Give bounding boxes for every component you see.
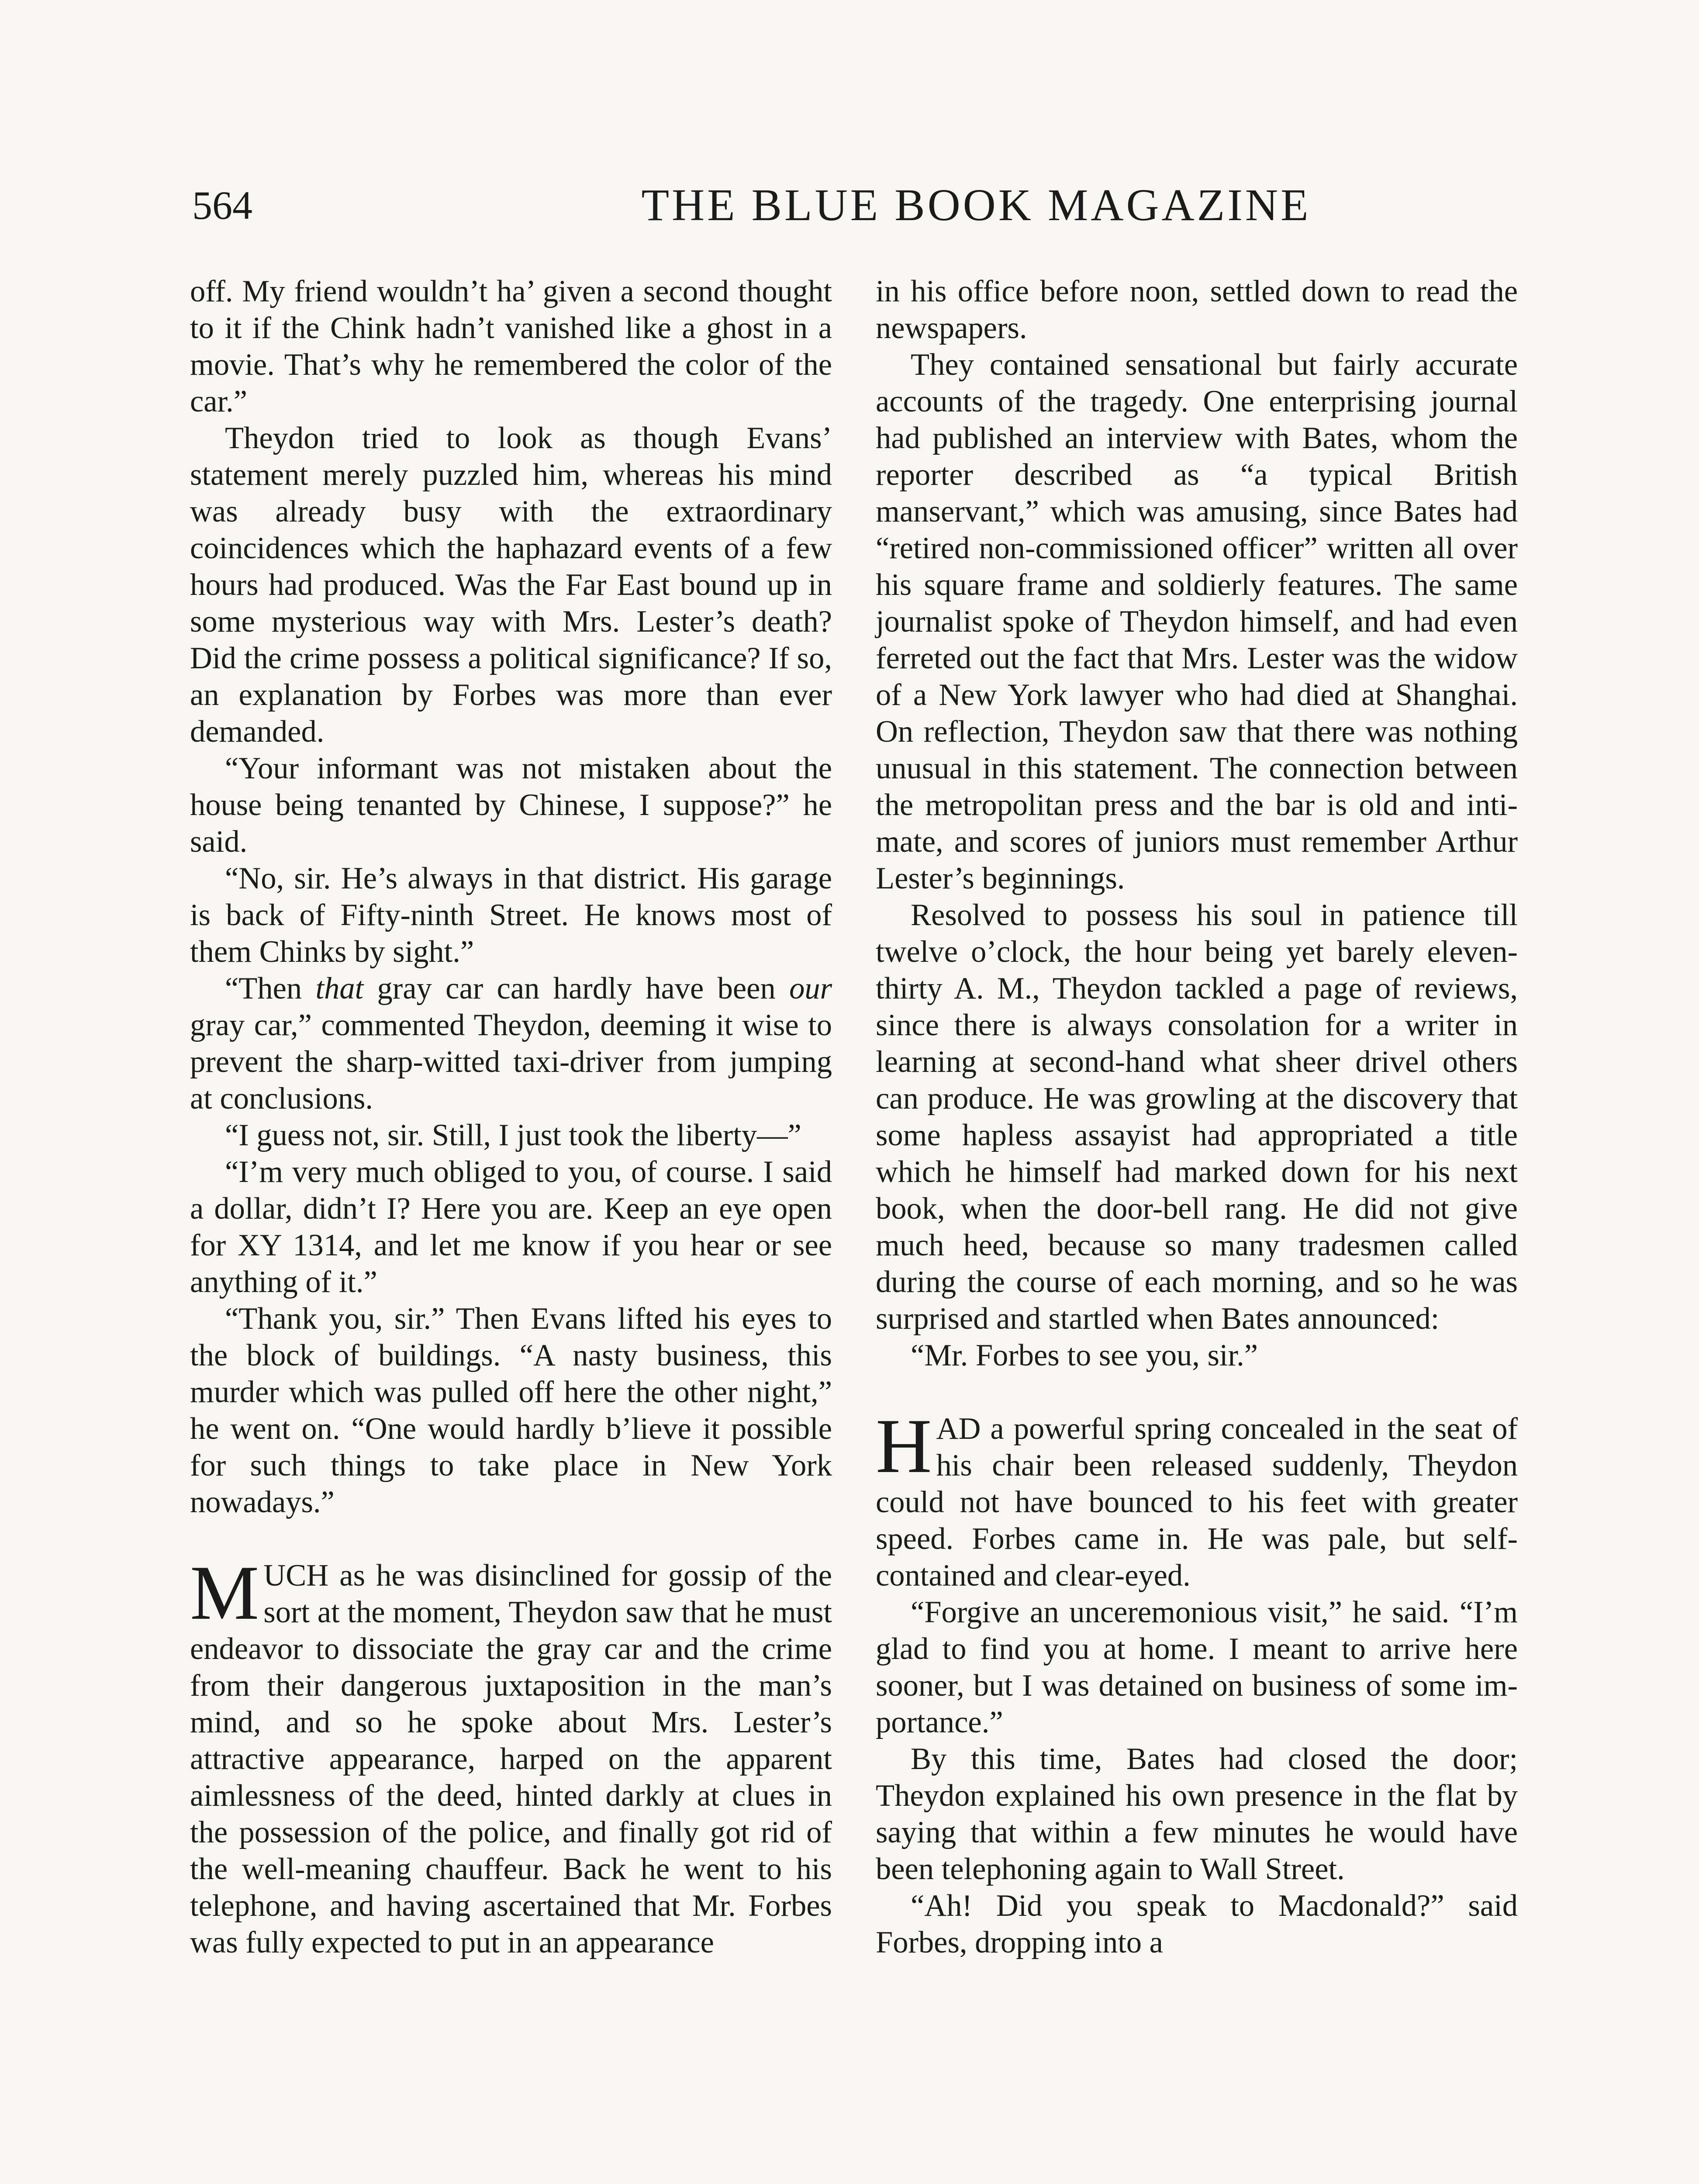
paragraph: “Mr. Forbes to see you, sir.” (911, 1338, 1258, 1372)
drop-cap: H (876, 1403, 932, 1489)
paragraph: Theydon tried to look as though Evans’ statement merely puzzled him, whereas his mind was already busy with the extraordinary coincidences which the haphazard events of a few hours had produced. Was the Far East bound up in some mysterious way with Mrs. Lester’s death? Did the crime possess a political significance? If so, an explanation by Forbes was more than ever demanded. (190, 421, 832, 749)
paragraph: “Forgive an unceremonious visit,” he said. “I’m glad to find you at home. I meant to arrive here sooner, but I was detained on business of some importance.” (876, 1595, 1518, 1739)
page-number: 564 (192, 183, 252, 228)
paragraph: They contained sensational but fairly accurate accounts of the tragedy. One enterprising journal had published an interview with Bates, whom the reporter described as “a typical British manservant,” which was amusing, since Bates had “retired non-commissioned officer” written all over his square frame and soldierly features. The same journalist spoke of Theydon himself, and had even ferreted out the fact that Mrs. Lester was the widow of a New York lawyer who had died at Shanghai. On reflection, Theydon saw that there was nothing unusual in this statement. The connection between the metropolitan press and the bar is old and intimate, and scores of juniors must remember Arthur Lester’s beginnings. (876, 348, 1518, 895)
paragraph: off. My friend wouldn’t ha’ given a second thought to it if the Chink hadn’t vanished like a ghost in a movie. That’s why he remembered the color of the car.” (190, 274, 832, 418)
page-header (188, 173, 1511, 238)
paragraph: “I guess not, sir. Still, I just took the liberty—” (225, 1118, 801, 1152)
paragraph (190, 970, 832, 1117)
italic-word: that (315, 971, 364, 1006)
section-paragraph (190, 1549, 832, 1961)
paragraph: By this time, Bates had closed the door; Theydon explained his own presence in the flat by saying that within a few minutes he would have been telephoning again to Wall Street. (876, 1742, 1518, 1886)
italic-word: our (789, 971, 832, 1006)
paragraph: “I’m very much obliged to you, of course. I said a dollar, didn’t I? Here you are. Keep an eye open for XY 1314, and let me know if you hear or see anything of it.” (190, 1155, 832, 1299)
paragraph: “Ah! Did you speak to Macdonald?” said Forbes, dropping into a (876, 1889, 1518, 1959)
text-span: gray car can hardly have been (363, 971, 790, 1006)
magazine-title: THE BLUE BOOK MAGAZINE (641, 180, 1311, 230)
text-span: gray car,” commented Theydon, deeming it wise to prevent the sharp-witted taxi-driver from jumping at conclusions. (190, 1008, 832, 1116)
paragraph: “Your informant was not mistaken about the house being tenanted by Chinese, I suppose?” he said. (190, 751, 832, 859)
drop-cap: M (190, 1549, 259, 1636)
paragraph: “No, sir. He’s always in that district. His garage is back of Fifty-ninth Street. He knows most of them Chinks by sight.” (190, 861, 832, 969)
right-column (876, 273, 1518, 2184)
text-span: AD a powerful spring concealed in the seat of his chair been released suddenly, Theydon could not have bounced to his feet with greater speed. Forbes came in. He was pale, but self-contained and clear-eyed. (876, 1412, 1518, 1593)
left-column (190, 273, 832, 2184)
section-paragraph (876, 1403, 1518, 1594)
paragraph: Resolved to possess his soul in patience till twelve o’clock, the hour being yet barely eleven-thirty A. M., Theydon tackled a page of reviews, since there is always consolation for a writer in learning at second-hand what sheer drivel others can produce. He was growling at the discovery that some hapless assayist had appropriated a title which he himself had marked down for his next book, when the door-bell rang. He did not give much heed, because so many tradesmen called during the course of each morning, and so he was surprised and startled when Bates announced: (876, 898, 1518, 1336)
text-span: UCH as he was disinclined for gossip of the sort at the moment, Theydon saw that he must endeavor to dissociate the gray car and the crime from their dangerous juxtaposition in the man’s mind, and so he spoke about Mrs. Lester’s attractive appearance, harped on the apparent aimlessness of the deed, hinted darkly at clues in the possession of the police, and finally got rid of the well-meaning chauffeur. Back he went to his telephone, and having ascertained that Mr. Forbes was fully expected to put in an appearance (190, 1559, 832, 1959)
paragraph: in his office before noon, settled down to read the newspapers. (876, 274, 1518, 345)
text-span: “Then (225, 971, 316, 1006)
paragraph: “Thank you, sir.” Then Evans lifted his eyes to the block of buildings. “A nasty business, this murder which was pulled off here the other night,” he went on. “One would hardly b’lieve it possible for such things to take place in New York nowadays.” (190, 1302, 832, 1519)
